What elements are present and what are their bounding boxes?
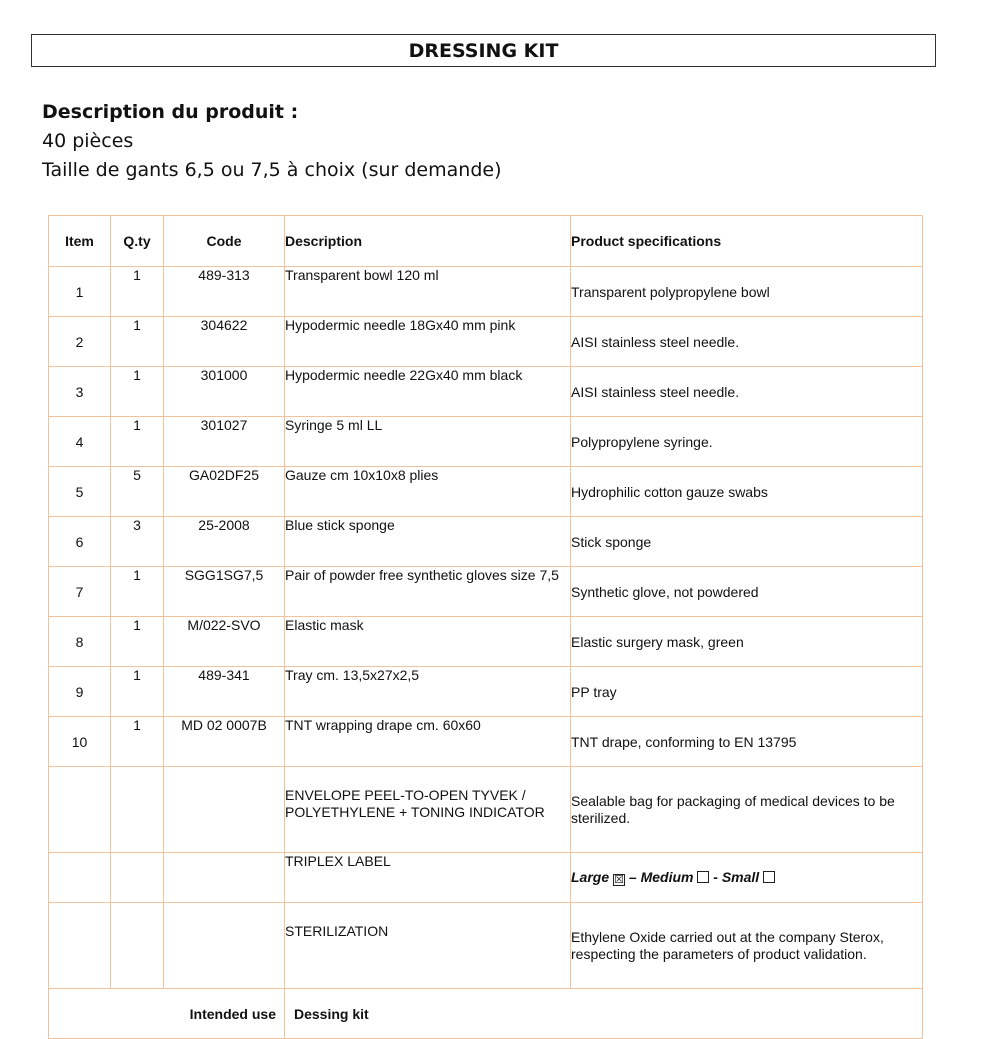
cell-item: 2 — [49, 317, 111, 367]
table-row — [49, 267, 923, 317]
cell-description: TNT wrapping drape cm. 60x60 — [285, 717, 571, 767]
header-qty: Q.ty — [111, 216, 164, 267]
cell-specs: Transparent polypropylene bowl — [571, 267, 923, 317]
table-row — [49, 667, 923, 717]
cell-qty: 1 — [111, 567, 164, 617]
cell-qty: 1 — [111, 317, 164, 367]
empty-cell — [111, 767, 164, 853]
cell-specs: Hydrophilic cotton gauze swabs — [571, 467, 923, 517]
cell-description: Syringe 5 ml LL — [285, 417, 571, 467]
cell-code: 25-2008 — [164, 517, 285, 567]
cell-code: 301000 — [164, 367, 285, 417]
size-medium-checkbox[interactable] — [697, 871, 709, 883]
table-row — [49, 567, 923, 617]
product-description — [42, 98, 501, 185]
cell-qty: 1 — [111, 717, 164, 767]
kit-components-table — [48, 215, 923, 1039]
cell-qty: 1 — [111, 667, 164, 717]
size-medium-label: – Medium — [628, 869, 694, 885]
table-row — [49, 467, 923, 517]
cell-description: Pair of powder free synthetic gloves size 7,5 — [285, 567, 571, 617]
cell-item: 10 — [49, 717, 111, 767]
envelope-specs-line2: sterilized. — [571, 809, 631, 826]
cell-specs: Polypropylene syringe. — [571, 417, 923, 467]
cell-description: Blue stick sponge — [285, 517, 571, 567]
cell-specs: Stick sponge — [571, 517, 923, 567]
glove-size-note: Taille de gants 6,5 ou 7,5 à choix (sur demande) — [42, 159, 502, 181]
cell-description: Gauze cm 10x10x8 plies — [285, 467, 571, 517]
cell-qty: 1 — [111, 267, 164, 317]
cell-qty: 5 — [111, 467, 164, 517]
size-large-checkbox[interactable] — [613, 874, 625, 886]
cell-code: 489-313 — [164, 267, 285, 317]
empty-cell — [164, 767, 285, 853]
cell-qty: 1 — [111, 617, 164, 667]
size-small-checkbox[interactable] — [763, 871, 775, 883]
cell-specs: TNT drape, conforming to EN 13795 — [571, 717, 923, 767]
sterilization-row — [49, 903, 923, 989]
envelope-specs-line1: Sealable bag for packaging of medical devices to be — [571, 792, 895, 809]
intended-use-value: Dessing kit — [285, 989, 923, 1039]
header-code: Code — [164, 216, 285, 267]
cell-code: M/022-SVO — [164, 617, 285, 667]
document-title-text: DRESSING KIT — [408, 39, 559, 62]
sterilization-specs-line1: Ethylene Oxide carried out at the company Sterox, — [571, 928, 884, 945]
document-title — [31, 34, 936, 67]
cell-description: Hypodermic needle 22Gx40 mm black — [285, 367, 571, 417]
table-row — [49, 417, 923, 467]
cell-item: 7 — [49, 567, 111, 617]
size-small-label: - Small — [713, 869, 760, 885]
envelope-description-line2: POLYETHYLENE + TONING INDICATOR — [285, 804, 545, 820]
cell-item: 1 — [49, 267, 111, 317]
intended-use-label: Intended use — [49, 989, 285, 1039]
cell-item: 4 — [49, 417, 111, 467]
cell-qty: 3 — [111, 517, 164, 567]
checked-box-icon: ☒ — [614, 874, 624, 886]
cell-specs: PP tray — [571, 667, 923, 717]
envelope-specs — [571, 767, 923, 853]
cell-code: 304622 — [164, 317, 285, 367]
envelope-description — [285, 767, 571, 853]
header-description: Description — [285, 216, 571, 267]
empty-cell — [164, 853, 285, 903]
empty-cell — [164, 903, 285, 989]
cell-code: 301027 — [164, 417, 285, 467]
cell-qty: 1 — [111, 417, 164, 467]
empty-cell — [49, 853, 111, 903]
cell-specs: AISI stainless steel needle. — [571, 367, 923, 417]
header-specs: Product specifications — [571, 216, 923, 267]
cell-code: MD 02 0007B — [164, 717, 285, 767]
sterilization-specs — [571, 903, 923, 989]
cell-item: 5 — [49, 467, 111, 517]
triplex-description: TRIPLEX LABEL — [285, 853, 571, 903]
empty-cell — [111, 903, 164, 989]
empty-cell — [49, 903, 111, 989]
cell-specs: Elastic surgery mask, green — [571, 617, 923, 667]
table-row — [49, 317, 923, 367]
sterilization-specs-line2: respecting the parameters of product validation. — [571, 945, 867, 962]
table-header-row — [49, 216, 923, 267]
table-row — [49, 617, 923, 667]
cell-specs: Synthetic glove, not powdered — [571, 567, 923, 617]
triplex-size-options — [571, 853, 923, 903]
cell-code: SGG1SG7,5 — [164, 567, 285, 617]
table-row — [49, 717, 923, 767]
cell-code: 489-341 — [164, 667, 285, 717]
sterilization-description: STERILIZATION — [285, 903, 571, 989]
table-row — [49, 517, 923, 567]
cell-specs: AISI stainless steel needle. — [571, 317, 923, 367]
cell-description: Transparent bowl 120 ml — [285, 267, 571, 317]
size-large-label: Large — [571, 869, 610, 885]
cell-qty: 1 — [111, 367, 164, 417]
envelope-row — [49, 767, 923, 853]
table-row — [49, 367, 923, 417]
description-heading: Description du produit : — [42, 101, 299, 123]
cell-description: Elastic mask — [285, 617, 571, 667]
intended-use-row — [49, 989, 923, 1039]
triplex-label-row — [49, 853, 923, 903]
empty-cell — [111, 853, 164, 903]
cell-item: 6 — [49, 517, 111, 567]
cell-description: Tray cm. 13,5x27x2,5 — [285, 667, 571, 717]
cell-code: GA02DF25 — [164, 467, 285, 517]
cell-item: 8 — [49, 617, 111, 667]
cell-description: Hypodermic needle 18Gx40 mm pink — [285, 317, 571, 367]
envelope-description-line1: ENVELOPE PEEL-TO-OPEN TYVEK / — [285, 787, 526, 803]
empty-cell — [49, 767, 111, 853]
cell-item: 9 — [49, 667, 111, 717]
cell-item: 3 — [49, 367, 111, 417]
piece-count: 40 pièces — [42, 130, 134, 152]
header-item: Item — [49, 216, 111, 267]
